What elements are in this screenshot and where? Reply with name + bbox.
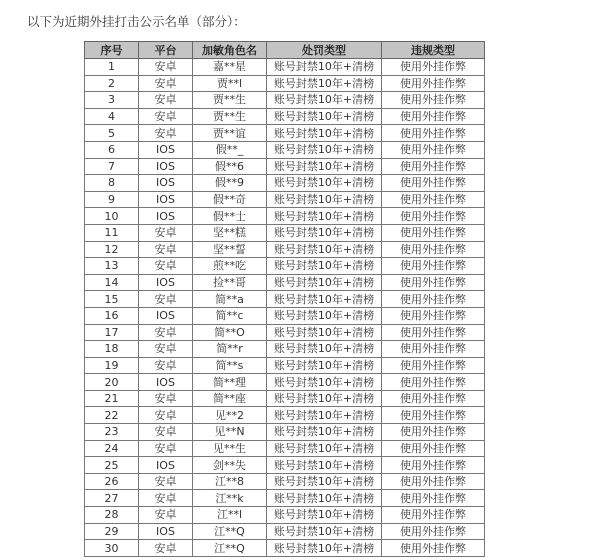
table-row [85,108,485,125]
cell-role-name: 剑**失 [193,457,267,474]
cell-index: 6 [85,141,139,158]
ban-list-table [84,41,485,557]
cell-index: 10 [85,208,139,225]
table-row [85,540,485,557]
cell-penalty: 账号封禁10年+清榜 [267,108,382,125]
cell-penalty: 账号封禁10年+清榜 [267,341,382,358]
cell-role-name: 见**2 [193,407,267,424]
cell-role-name: 贾**生 [193,92,267,109]
cell-violation: 使用外挂作弊 [382,407,485,424]
header-index: 序号 [85,42,139,59]
cell-role-name: 简**a [193,291,267,308]
table-row [85,390,485,407]
cell-violation: 使用外挂作弊 [382,258,485,275]
table-row [85,75,485,92]
cell-index: 18 [85,341,139,358]
cell-violation: 使用外挂作弊 [382,208,485,225]
cell-index: 25 [85,457,139,474]
cell-index: 13 [85,258,139,275]
cell-penalty: 账号封禁10年+清榜 [267,424,382,441]
cell-index: 16 [85,307,139,324]
cell-violation: 使用外挂作弊 [382,241,485,258]
cell-penalty: 账号封禁10年+清榜 [267,241,382,258]
cell-role-name: 江**k [193,490,267,507]
table-row [85,490,485,507]
cell-penalty: 账号封禁10年+清榜 [267,258,382,275]
cell-index: 7 [85,158,139,175]
header-violation: 违规类型 [382,42,485,59]
cell-violation: 使用外挂作弊 [382,424,485,441]
cell-violation: 使用外挂作弊 [382,341,485,358]
cell-index: 5 [85,125,139,142]
header-penalty: 处罚类型 [267,42,382,59]
cell-violation: 使用外挂作弊 [382,390,485,407]
cell-role-name: 江**l [193,507,267,524]
cell-violation: 使用外挂作弊 [382,324,485,341]
cell-platform: 安卓 [139,291,193,308]
table-row [85,523,485,540]
cell-role-name: 贾**谊 [193,125,267,142]
cell-penalty: 账号封禁10年+清榜 [267,158,382,175]
table-row [85,357,485,374]
cell-platform: 安卓 [139,92,193,109]
cell-violation: 使用外挂作弊 [382,357,485,374]
cell-index: 21 [85,390,139,407]
cell-penalty: 账号封禁10年+清榜 [267,523,382,540]
cell-role-name: 简**c [193,307,267,324]
cell-violation: 使用外挂作弊 [382,440,485,457]
cell-role-name: 见**生 [193,440,267,457]
cell-role-name: 假**_ [193,141,267,158]
cell-platform: 安卓 [139,75,193,92]
table-row [85,274,485,291]
cell-index: 8 [85,175,139,192]
cell-platform: 安卓 [139,390,193,407]
cell-violation: 使用外挂作弊 [382,92,485,109]
cell-penalty: 账号封禁10年+清榜 [267,307,382,324]
table-row [85,374,485,391]
cell-penalty: 账号封禁10年+清榜 [267,175,382,192]
cell-penalty: 账号封禁10年+清榜 [267,141,382,158]
cell-violation: 使用外挂作弊 [382,374,485,391]
cell-violation: 使用外挂作弊 [382,224,485,241]
cell-role-name: 江**Q [193,523,267,540]
cell-role-name: 贾**生 [193,108,267,125]
cell-penalty: 账号封禁10年+清榜 [267,274,382,291]
cell-penalty: 账号封禁10年+清榜 [267,490,382,507]
table-row [85,224,485,241]
cell-index: 11 [85,224,139,241]
cell-penalty: 账号封禁10年+清榜 [267,540,382,557]
cell-platform: IOS [139,208,193,225]
cell-platform: 安卓 [139,507,193,524]
cell-platform: IOS [139,191,193,208]
cell-platform: 安卓 [139,473,193,490]
cell-index: 15 [85,291,139,308]
cell-index: 4 [85,108,139,125]
cell-index: 2 [85,75,139,92]
cell-penalty: 账号封禁10年+清榜 [267,357,382,374]
cell-platform: 安卓 [139,258,193,275]
table-row [85,307,485,324]
table-row [85,407,485,424]
cell-platform: 安卓 [139,490,193,507]
cell-role-name: 假**奇 [193,191,267,208]
cell-role-name: 假**6 [193,158,267,175]
cell-penalty: 账号封禁10年+清榜 [267,324,382,341]
header-platform: 平台 [139,42,193,59]
cell-index: 29 [85,523,139,540]
cell-index: 20 [85,374,139,391]
cell-platform: IOS [139,274,193,291]
cell-violation: 使用外挂作弊 [382,307,485,324]
cell-role-name: 简**理 [193,374,267,391]
table-row [85,208,485,225]
cell-role-name: 坚**糕 [193,224,267,241]
cell-index: 23 [85,424,139,441]
cell-penalty: 账号封禁10年+清榜 [267,75,382,92]
cell-platform: 安卓 [139,424,193,441]
cell-violation: 使用外挂作弊 [382,108,485,125]
cell-role-name: 假**士 [193,208,267,225]
cell-role-name: 坚**誓 [193,241,267,258]
cell-index: 22 [85,407,139,424]
cell-penalty: 账号封禁10年+清榜 [267,291,382,308]
cell-role-name: 捡**哥 [193,274,267,291]
cell-platform: 安卓 [139,341,193,358]
cell-role-name: 见**N [193,424,267,441]
cell-platform: 安卓 [139,125,193,142]
cell-violation: 使用外挂作弊 [382,473,485,490]
cell-platform: 安卓 [139,241,193,258]
cell-role-name: 简**O [193,324,267,341]
cell-violation: 使用外挂作弊 [382,540,485,557]
table-row [85,507,485,524]
cell-platform: IOS [139,175,193,192]
cell-violation: 使用外挂作弊 [382,191,485,208]
cell-role-name: 贾**l [193,75,267,92]
cell-violation: 使用外挂作弊 [382,490,485,507]
cell-index: 27 [85,490,139,507]
table-row [85,158,485,175]
cell-platform: 安卓 [139,59,193,76]
table-row [85,191,485,208]
cell-platform: IOS [139,523,193,540]
header-role-name: 加敏角色名 [193,42,267,59]
cell-platform: 安卓 [139,540,193,557]
table-row [85,141,485,158]
cell-violation: 使用外挂作弊 [382,141,485,158]
cell-platform: IOS [139,457,193,474]
cell-platform: IOS [139,141,193,158]
cell-index: 3 [85,92,139,109]
cell-penalty: 账号封禁10年+清榜 [267,191,382,208]
cell-index: 14 [85,274,139,291]
cell-penalty: 账号封禁10年+清榜 [267,224,382,241]
cell-violation: 使用外挂作弊 [382,59,485,76]
cell-penalty: 账号封禁10年+清榜 [267,59,382,76]
cell-penalty: 账号封禁10年+清榜 [267,125,382,142]
cell-violation: 使用外挂作弊 [382,274,485,291]
cell-penalty: 账号封禁10年+清榜 [267,457,382,474]
table-row [85,341,485,358]
table-header-row [85,42,485,59]
cell-penalty: 账号封禁10年+清榜 [267,92,382,109]
table-row [85,473,485,490]
cell-role-name: 江**Q [193,540,267,557]
cell-platform: IOS [139,158,193,175]
cell-penalty: 账号封禁10年+清榜 [267,507,382,524]
cell-platform: 安卓 [139,324,193,341]
cell-index: 24 [85,440,139,457]
cell-platform: 安卓 [139,108,193,125]
table-row [85,457,485,474]
table-row [85,92,485,109]
cell-penalty: 账号封禁10年+清榜 [267,440,382,457]
table-row [85,125,485,142]
cell-penalty: 账号封禁10年+清榜 [267,374,382,391]
cell-platform: IOS [139,374,193,391]
cell-index: 17 [85,324,139,341]
cell-violation: 使用外挂作弊 [382,75,485,92]
cell-role-name: 假**9 [193,175,267,192]
cell-penalty: 账号封禁10年+清榜 [267,208,382,225]
table-row [85,241,485,258]
cell-role-name: 简**座 [193,390,267,407]
intro-text: 以下为近期外挂打击公示名单（部分）： [27,14,246,29]
cell-index: 26 [85,473,139,490]
cell-penalty: 账号封禁10年+清榜 [267,407,382,424]
cell-role-name: 简**r [193,341,267,358]
cell-index: 19 [85,357,139,374]
table-row [85,258,485,275]
cell-index: 1 [85,59,139,76]
cell-platform: 安卓 [139,407,193,424]
cell-index: 30 [85,540,139,557]
table-row [85,440,485,457]
cell-platform: 安卓 [139,440,193,457]
cell-platform: 安卓 [139,357,193,374]
cell-violation: 使用外挂作弊 [382,507,485,524]
table-row [85,59,485,76]
table-row [85,175,485,192]
cell-violation: 使用外挂作弊 [382,291,485,308]
cell-role-name: 煎**吃 [193,258,267,275]
cell-violation: 使用外挂作弊 [382,457,485,474]
cell-index: 12 [85,241,139,258]
cell-index: 9 [85,191,139,208]
cell-platform: 安卓 [139,224,193,241]
cell-index: 28 [85,507,139,524]
cell-role-name: 简**s [193,357,267,374]
table-row [85,424,485,441]
cell-role-name: 嘉**星 [193,59,267,76]
cell-violation: 使用外挂作弊 [382,175,485,192]
cell-platform: IOS [139,307,193,324]
cell-violation: 使用外挂作弊 [382,158,485,175]
cell-role-name: 江**8 [193,473,267,490]
cell-penalty: 账号封禁10年+清榜 [267,473,382,490]
table-row [85,324,485,341]
cell-penalty: 账号封禁10年+清榜 [267,390,382,407]
cell-violation: 使用外挂作弊 [382,523,485,540]
cell-violation: 使用外挂作弊 [382,125,485,142]
table-row [85,291,485,308]
